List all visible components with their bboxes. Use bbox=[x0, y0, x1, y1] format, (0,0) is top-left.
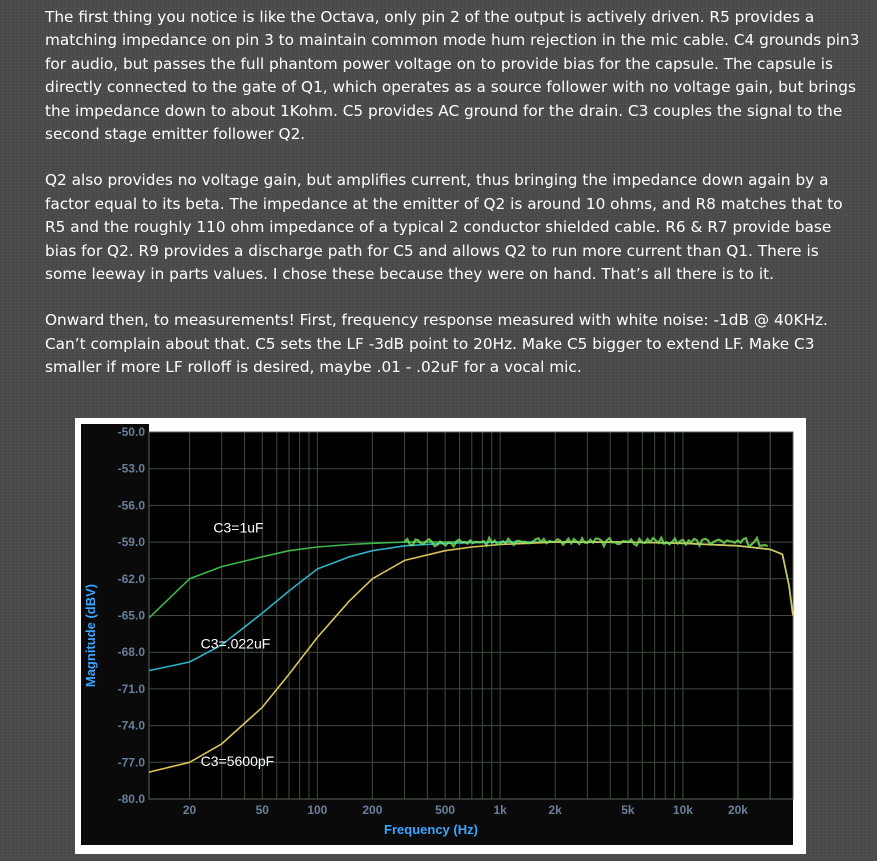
y-tick-label: -62.0 bbox=[117, 571, 145, 586]
x-tick-label: 1k bbox=[493, 803, 507, 817]
y-tick-label: -56.0 bbox=[117, 498, 145, 513]
paragraph-2: Q2 also provides no voltage gain, but amplifies current, thus bringing the impedance down again by a factor equal to its beta. The impedance at the emitter of Q2 is around 10 ohms, and R8 matches that to R5 and the roughly 110 ohm impedance of a typical 2 conductor shielded cable. R6 & R7 provide base bias for Q2. R9 provides a discharge path for C5 and allows Q2 to run more current than Q1. There is some leeway in parts values. I chose these because they were on hand. That’s all there is to it. bbox=[45, 171, 843, 284]
x-tick-label: 10k bbox=[672, 803, 693, 817]
y-tick-label: -77.0 bbox=[117, 755, 145, 770]
x-tick-label: 2k bbox=[548, 803, 562, 817]
article-text bbox=[45, 6, 865, 380]
x-tick-label: 50 bbox=[255, 803, 269, 817]
y-tick-label: -80.0 bbox=[117, 792, 145, 806]
y-tick-label: -68.0 bbox=[117, 645, 145, 660]
x-tick-label: 5k bbox=[621, 803, 635, 817]
y-tick-label: -74.0 bbox=[117, 718, 145, 733]
paragraph-3: Onward then, to measurements! First, frequency response measured with white noise: -1dB @ 40KHz. Can’t complain about that. C5 sets the LF -3dB point to 20Hz. Make C5 bigger to extend LF. Make C3 smaller if more LF rolloff is desired, maybe .01 - .02uF for a vocal mic. bbox=[45, 311, 828, 377]
y-tick-label: -59.0 bbox=[117, 535, 145, 550]
x-tick-label: 20 bbox=[182, 803, 197, 817]
x-tick-label: 500 bbox=[435, 803, 456, 817]
y-tick-label: -71.0 bbox=[117, 681, 145, 696]
y-tick-label: -50.0 bbox=[117, 425, 145, 439]
x-tick-label: 100 bbox=[307, 803, 328, 817]
y-tick-label: -65.0 bbox=[117, 608, 145, 623]
frequency-response-chart bbox=[75, 418, 806, 854]
series-annotation: C3=5600pF bbox=[200, 752, 275, 769]
series-annotation: C3=1uF bbox=[213, 519, 264, 536]
series-annotation: C3=.022uF bbox=[200, 635, 271, 652]
frequency-response-figure bbox=[75, 418, 806, 854]
paragraph-1: The first thing you notice is like the Octava, only pin 2 of the output is actively driven. R5 provides a matching impedance on pin 3 to maintain common mode hum rejection in the mic cable. C4 grounds pin3 for audio, but passes the full phantom power voltage on to provide bias for the capsule. The capsule is directly connected to the gate of Q1, which operates as a source follower with no voltage gain, but brings the impedance down to about 1Kohm. C5 provides AC ground for the drain. C3 couples the signal to the second stage emitter follower Q2. bbox=[45, 8, 860, 144]
y-tick-label: -53.0 bbox=[117, 461, 145, 476]
y-axis-label: Magnitude (dBV) bbox=[83, 583, 98, 688]
x-tick-label: 200 bbox=[362, 803, 383, 817]
x-tick-label: 20k bbox=[727, 803, 748, 817]
x-axis-label: Frequency (Hz) bbox=[384, 822, 478, 837]
